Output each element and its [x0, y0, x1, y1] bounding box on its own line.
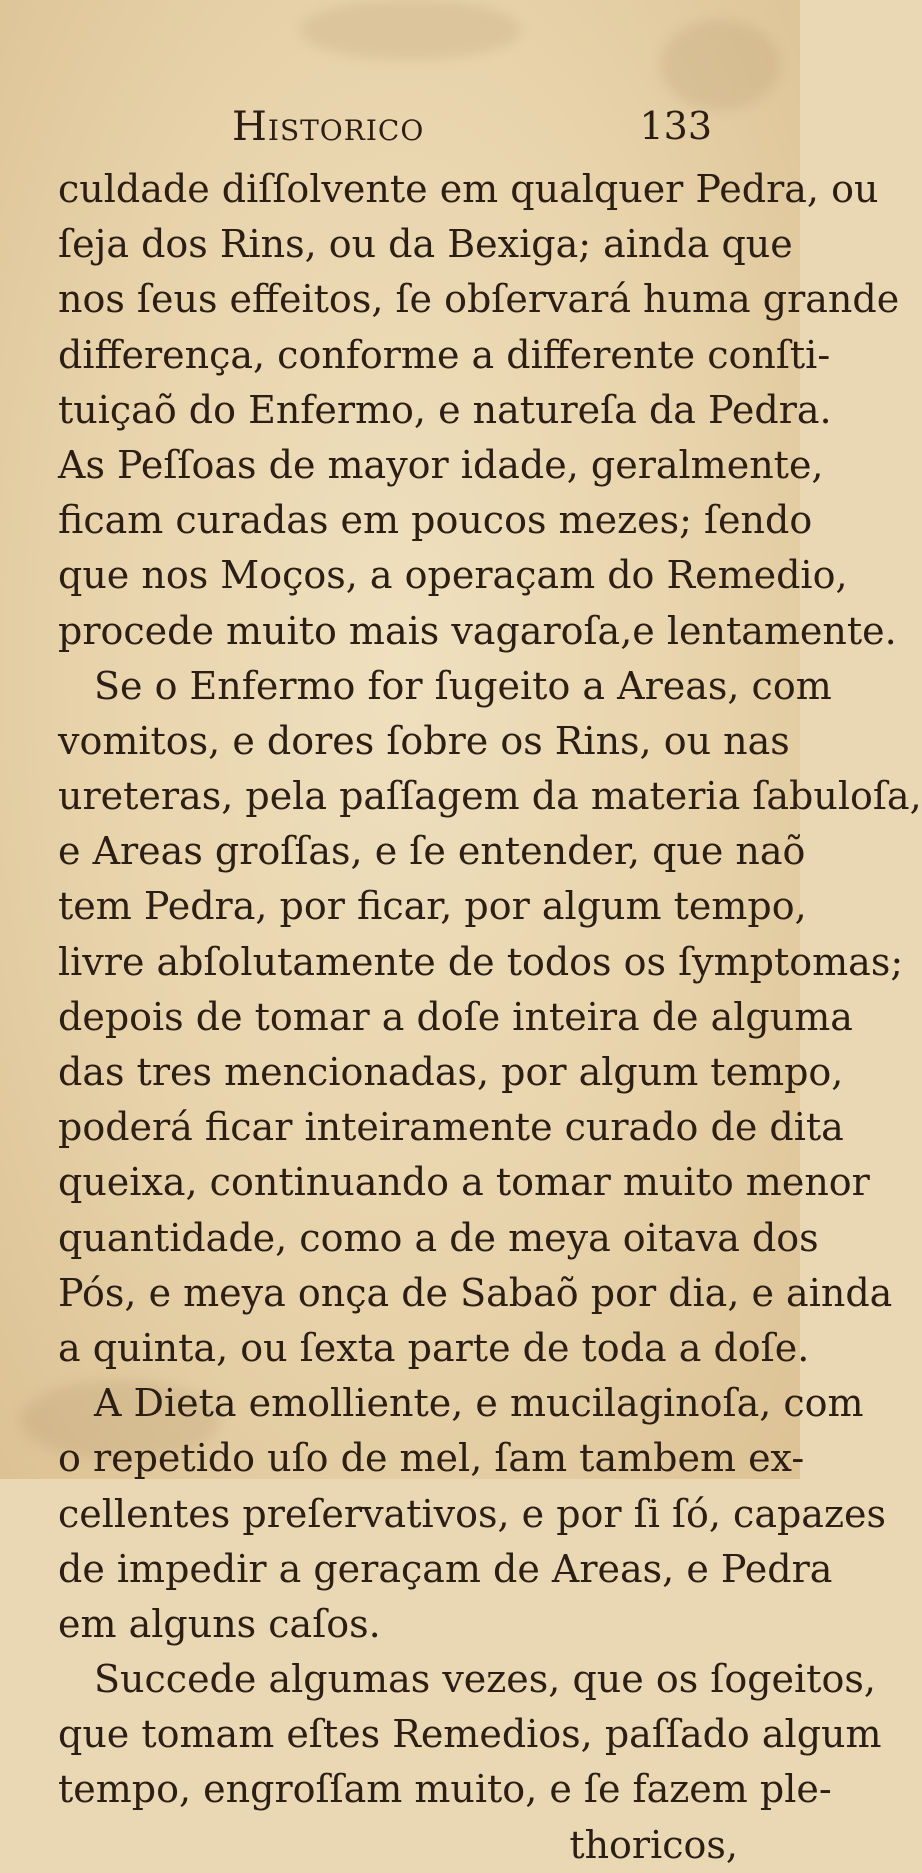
text-line: depois de tomar a doſe inteira de alguma [58, 994, 853, 1039]
text-line: que nos Moços, a operaçam do Remedio, [58, 553, 848, 598]
text-line: tuiçaõ do Enfermo, e natureſa da Pedra. [58, 387, 832, 432]
text-line: ureteras, pela paſſagem da materia ſabuloſa, [58, 774, 922, 819]
text-line: e Areas groſſas, e ſe entender, que naõ [58, 829, 806, 874]
text-line: Pós, e meya onça de Sabaõ por dia, e ainda [58, 1270, 893, 1315]
text-line: quantidade, como a de meya oitava dos [58, 1215, 819, 1260]
text-line: que tomam eſtes Remedios, paſſado algum [58, 1712, 882, 1757]
text-line: poderá ficar inteiramente curado de dita [58, 1105, 844, 1150]
text-line: em alguns caſos. [58, 1601, 381, 1646]
text-line: a quinta, ou ſexta parte de toda a doſe. [58, 1325, 810, 1370]
text-line: culdade diſſolvente em qualquer Pedra, ou [58, 167, 879, 211]
text-line: livre abſolutamente de todos os ſymptomas; [58, 939, 904, 984]
paper-stain [660, 20, 780, 110]
text-line: procede muito mais vagaroſa,e lentamente. [58, 608, 897, 653]
text-line: ſeja dos Rins, ou da Bexiga; ainda que [58, 222, 793, 267]
text-line: cellentes preſervativos, e por ſi ſó, capazes [58, 1491, 886, 1536]
running-header [232, 104, 712, 164]
text-line: vomitos, e dores ſobre os Rins, ou nas [58, 718, 790, 763]
paper-stain [300, 0, 520, 60]
text-line: tempo, engroſſam muito, e ſe fazem ple- [58, 1767, 832, 1812]
text-line: das tres mencionadas, por algum tempo, [58, 1050, 844, 1094]
text-line: ficam curadas em poucos mezes; ſendo [58, 498, 813, 543]
text-line: differença, conforme a differente conſti- [58, 332, 831, 377]
body-text [58, 162, 922, 1873]
catchword: thoricos, [569, 1822, 738, 1867]
text-line: de impedir a geraçam de Areas, e Pedra [58, 1546, 833, 1591]
text-line: Succede algumas vezes, que os ſogeitos, [94, 1657, 876, 1702]
text-line: queixa, continuando a tomar muito menor [58, 1160, 870, 1205]
text-line: tem Pedra, por ficar, por algum tempo, [58, 884, 807, 929]
text-line: As Peſſoas de mayor idade, geralmente, [58, 442, 824, 487]
text-line: o repetido uſo de mel, ſam tambem ex- [58, 1436, 805, 1481]
text-line: A Dieta emolliente, e mucilaginoſa, com [94, 1381, 864, 1426]
text-line: nos ſeus effeitos, ſe obſervará huma grande [58, 277, 900, 322]
page-number: 133 [639, 104, 712, 148]
header-title: Historico [232, 104, 425, 150]
text-line: Se o Enfermo for ſugeito a Areas, com [94, 663, 832, 708]
